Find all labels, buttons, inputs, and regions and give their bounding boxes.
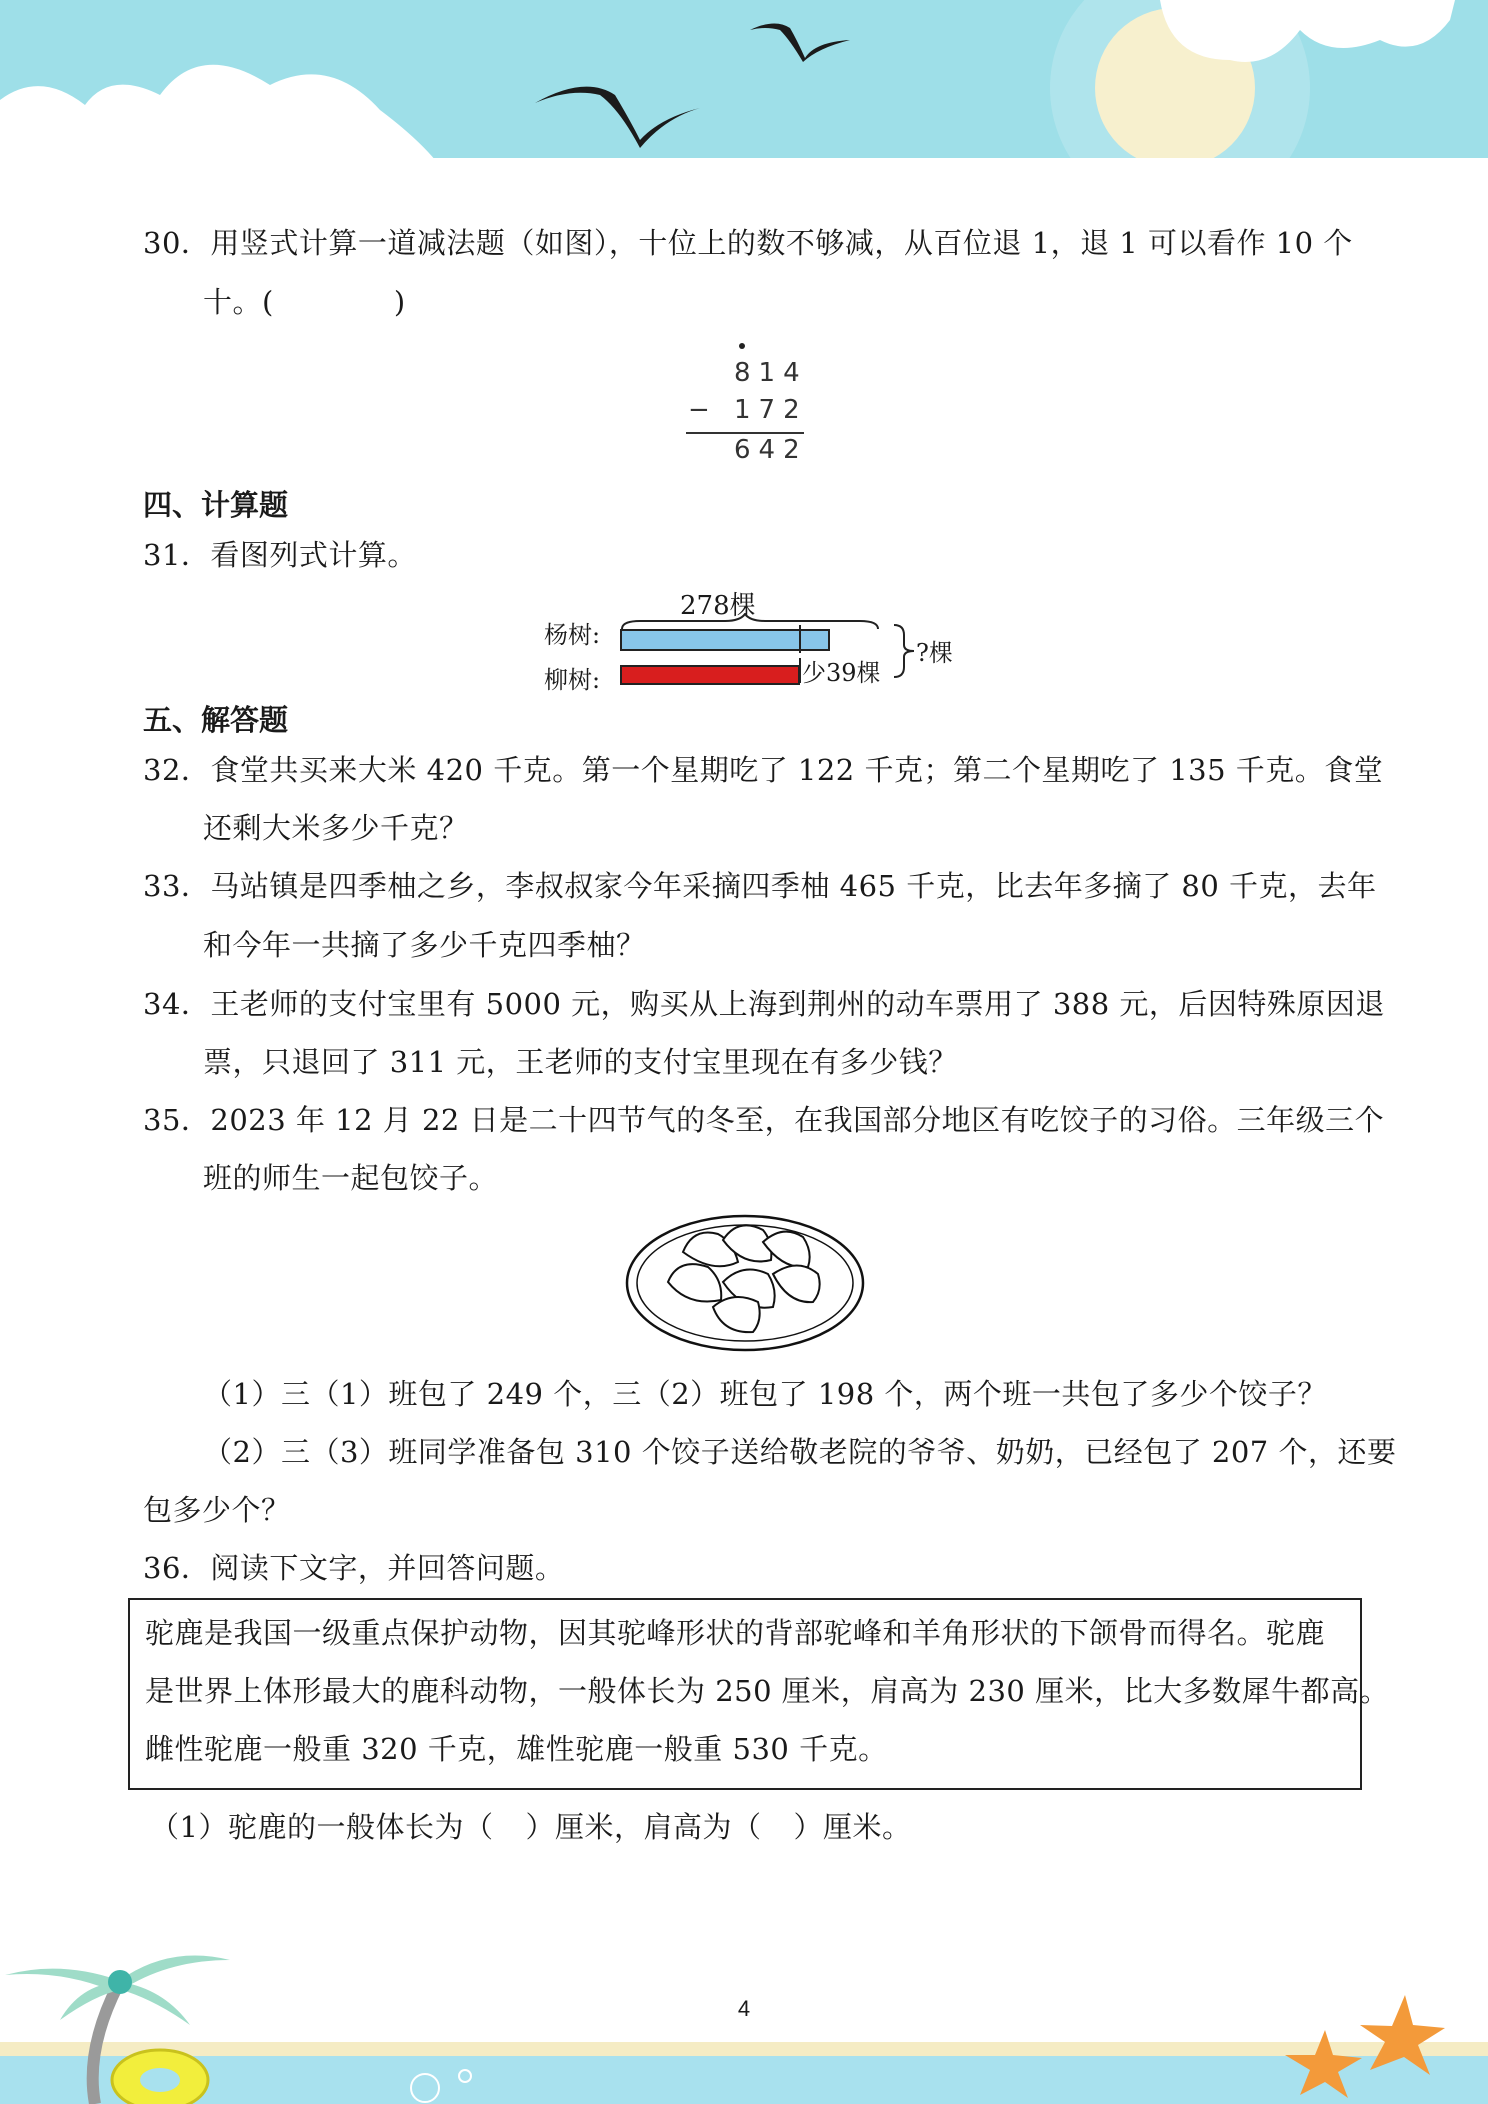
dumplings-plate-illustration xyxy=(623,1212,868,1354)
diff-tick xyxy=(799,658,801,683)
section-4-title: 四、计算题 xyxy=(143,488,289,522)
borrow-dot xyxy=(739,343,745,349)
row2-label: 柳树: xyxy=(544,666,601,694)
q35-line2: 班的师生一起包饺子。 xyxy=(203,1161,499,1195)
page-number: 4 xyxy=(737,1996,751,2021)
q36-sub1-a: （1）驼鹿的一般体长为（ xyxy=(150,1810,494,1844)
section-5-title: 五、解答题 xyxy=(143,703,289,737)
reading-passage-box xyxy=(128,1598,1390,1790)
coconut-icon xyxy=(108,1970,132,1994)
header-sky-decoration xyxy=(0,0,1488,170)
q35-sub2-line1: （2）三（3）班同学准备包 310 个饺子送给敬老院的爷爷、奶奶，已经包了 207 个，还要 xyxy=(203,1435,1397,1469)
q30-line1: 30．用竖式计算一道减法题（如图），十位上的数不够减，从百位退 1，退 1 可以看作 10 个 xyxy=(143,226,1353,260)
minuend: 814 xyxy=(734,358,808,388)
q32-line2: 还剩大米多少千克？ xyxy=(203,811,469,845)
sum-line xyxy=(686,432,804,434)
tree-diagram xyxy=(540,585,960,695)
passage-line-1: 驼鹿是我国一级重点保护动物，因其驼峰形状的背部驼峰和羊角形状的下颌骨而得名。驼鹿 xyxy=(145,1616,1326,1650)
q31-text: 31．看图列式计算。 xyxy=(143,538,417,572)
q33-line1: 33．马站镇是四季柚之乡，李叔叔家今年采摘四季柚 465 千克，比去年多摘了 80 千克，去年 xyxy=(143,869,1377,903)
q35-sub2-line2: 包多少个？ xyxy=(143,1493,291,1527)
q35-sub1: （1）三（1）班包了 249 个，三（2）班包了 198 个，两个班一共包了多少个饺子？ xyxy=(203,1377,1327,1411)
row1-label: 杨树: xyxy=(544,621,601,649)
q36-sub1-c: ）厘米。 xyxy=(793,1810,912,1844)
q32-line1: 32．食堂共买来大米 420 千克。第一个星期吃了 122 千克；第二个星期吃了 135 千克。食堂 xyxy=(143,753,1384,787)
vertical-subtraction xyxy=(686,343,806,468)
q36-sub1-b: ）厘米，肩高为（ xyxy=(525,1810,762,1844)
q30-line2 xyxy=(203,282,406,322)
q34-line1: 34．王老师的支付宝里有 5000 元，购买从上海到荆州的动车票用了 388 元，后因特殊原因退 xyxy=(143,987,1385,1021)
question-label: ?棵 xyxy=(916,639,953,667)
q36-sub1 xyxy=(150,1807,911,1847)
footer-beach-decoration xyxy=(0,1930,1488,2104)
q33-line2: 和今年一共摘了多少千克四季柚？ xyxy=(203,928,646,962)
top-label: 278棵 xyxy=(680,591,756,621)
diff-label: 少39棵 xyxy=(802,659,881,687)
subtrahend: 172 xyxy=(734,395,808,425)
liu-tree-bar xyxy=(620,665,800,685)
minus-sign: − xyxy=(688,395,718,425)
q36-text: 36．阅读下文字，并回答问题。 xyxy=(143,1551,565,1585)
passage-line-3: 雌性驼鹿一般重 320 千克，雄性驼鹿一般重 530 千克。 xyxy=(145,1732,888,1766)
q34-line2: 票，只退回了 311 元，王老师的支付宝里现在有多少钱？ xyxy=(203,1045,958,1079)
result: 642 xyxy=(734,435,808,465)
q30-line2-pre: 十。( xyxy=(203,285,274,319)
passage-line-2: 是世界上体形最大的鹿科动物，一般体长为 250 厘米，肩高为 230 厘米，比大多数犀牛都高。 xyxy=(145,1674,1390,1708)
q35-line1: 35．2023 年 12 月 22 日是二十四节气的冬至，在我国部分地区有吃饺子的习俗。三年级三个 xyxy=(143,1103,1385,1137)
q30-line2-post: ) xyxy=(393,285,406,319)
bar-divider xyxy=(799,625,801,653)
